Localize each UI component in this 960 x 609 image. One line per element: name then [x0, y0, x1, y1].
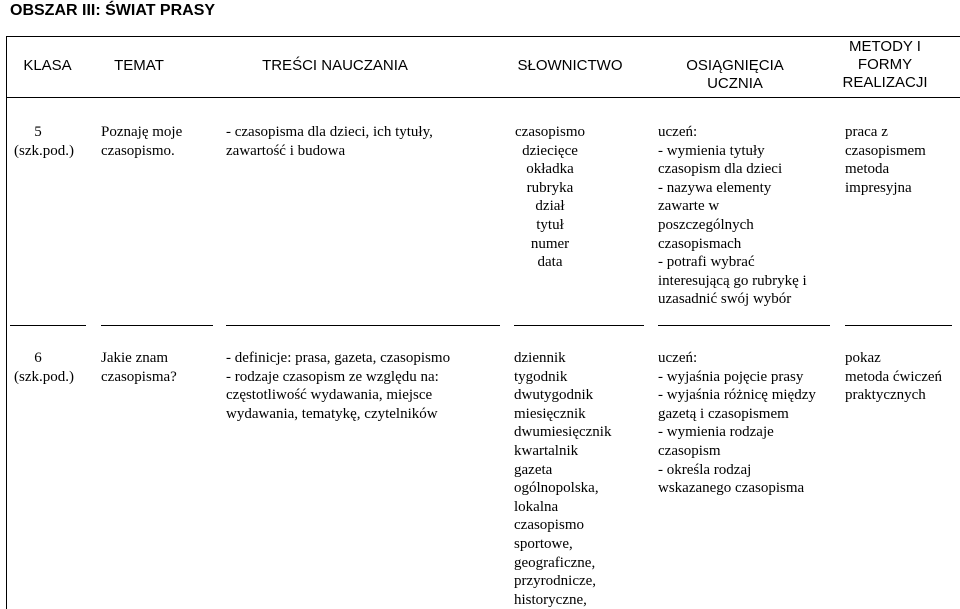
row-separator — [226, 325, 500, 326]
table-top-border — [6, 36, 960, 37]
header-metody — [830, 38, 940, 92]
text-line: częstotliwość wydawania, miejsce — [226, 387, 433, 404]
text-line: ogólnopolska, — [514, 480, 599, 497]
text-line: rubryka — [526, 179, 574, 196]
text-line: uzasadnić swój wybór — [658, 291, 792, 308]
text-line: wydawania, tematykę, czytelników — [226, 405, 438, 422]
row2-metody — [845, 349, 942, 405]
text-line: praktycznych — [845, 387, 926, 404]
text-line: interesującą go rubrykę i — [658, 272, 807, 289]
row1-klasa — [14, 123, 74, 160]
text-line: - rodzaje czasopism ze względu na: — [226, 368, 439, 385]
text-line: sportowe, — [514, 535, 573, 552]
text-line: 5 — [34, 124, 42, 140]
text-line: 6 — [34, 350, 42, 366]
text-line: - czasopisma dla dzieci, ich tytuły, — [226, 124, 433, 140]
header-tresci: TREŚCI NAUCZANIA — [262, 57, 408, 74]
text-line: dział — [535, 198, 565, 215]
text-line: przyrodnicze, — [514, 573, 597, 590]
text-line: zawartość i budowa — [226, 142, 346, 159]
text-line: czasopisma? — [101, 368, 177, 385]
text-line: miesięcznik — [514, 405, 586, 422]
text-line: gazetą i czasopismem — [658, 405, 789, 422]
text-line: czasopism — [658, 442, 721, 459]
text-line: (szk.pod.) — [14, 368, 74, 385]
text-line: historyczne, — [514, 591, 587, 608]
header-osiagniecia — [640, 57, 830, 93]
text-line: data — [537, 254, 563, 271]
text-line: czasopismach — [658, 235, 742, 252]
row-separator — [101, 325, 213, 326]
header-slownictwo: SŁOWNICTWO — [517, 57, 623, 74]
row-separator — [514, 325, 644, 326]
row2-slownictwo — [514, 349, 611, 609]
text-line: czasopismo — [515, 124, 585, 140]
header-osiagniecia-line1: OSIĄGNIĘCIA — [686, 57, 784, 74]
text-line: metoda ćwiczeń — [845, 368, 943, 385]
text-line: dwutygodnik — [514, 387, 594, 404]
text-line: pokaz — [845, 350, 881, 366]
header-temat: TEMAT — [114, 57, 164, 74]
row-separator — [10, 325, 86, 326]
header-metody-line2: FORMY — [857, 56, 913, 73]
text-line: dwumiesięcznik — [514, 424, 612, 441]
table-left-border — [6, 36, 7, 609]
text-line: - wyjaśnia pojęcie prasy — [658, 368, 804, 385]
text-line: Poznaję moje — [101, 124, 183, 140]
row1-tresci — [226, 123, 433, 160]
text-line: uczeń: — [658, 124, 698, 140]
text-line: tygodnik — [514, 368, 568, 385]
text-line: poszczególnych — [658, 216, 754, 233]
row2-klasa — [14, 349, 74, 386]
text-line: gazeta — [514, 461, 553, 478]
text-line: impresyjna — [845, 179, 912, 196]
text-line: tytuł — [536, 216, 564, 233]
text-line: Jakie znam — [101, 350, 169, 366]
text-line: (szk.pod.) — [14, 142, 74, 159]
header-klasa: KLASA — [23, 57, 72, 74]
row1-metody — [845, 123, 926, 197]
row2-temat — [101, 349, 177, 386]
row1-slownictwo — [500, 123, 600, 272]
text-line: lokalna — [514, 498, 559, 515]
text-line: wskazanego czasopisma — [658, 480, 805, 497]
row2-osiagniecia — [658, 349, 816, 498]
text-line: - wymienia tytuły — [658, 142, 765, 159]
section-title: OBSZAR III: ŚWIAT PRASY — [10, 2, 216, 19]
text-line: zawarte w — [658, 198, 720, 215]
text-line: czasopism dla dzieci — [658, 161, 783, 178]
text-line: kwartalnik — [514, 442, 579, 459]
text-line: metoda — [845, 161, 890, 178]
text-line: - wymienia rodzaje — [658, 424, 774, 441]
text-line: numer — [530, 235, 570, 252]
text-line: - definicje: prasa, gazeta, czasopismo — [226, 350, 451, 366]
text-line: geograficzne, — [514, 554, 596, 571]
text-line: czasopismo — [514, 517, 584, 534]
row2-tresci — [226, 349, 450, 423]
header-bottom-border — [6, 97, 960, 98]
row-separator — [658, 325, 830, 326]
text-line: - potrafi wybrać — [658, 254, 755, 271]
text-line: - nazywa elementy — [658, 179, 772, 196]
row1-osiagniecia — [658, 123, 807, 309]
text-line: uczeń: — [658, 350, 698, 366]
text-line: - wyjaśnia różnicę między — [658, 387, 816, 404]
header-metody-line1: METODY I — [849, 38, 921, 55]
text-line: dziennik — [514, 350, 566, 366]
text-line: czasopismem — [845, 142, 926, 159]
row1-temat — [101, 123, 182, 160]
header-osiagniecia-line2: UCZNIA — [707, 75, 763, 92]
text-line: dziecięce — [522, 142, 578, 159]
text-line: czasopismo. — [101, 142, 175, 159]
row-separator — [845, 325, 952, 326]
text-line: praca z — [845, 124, 888, 140]
header-metody-line3: REALIZACJI — [842, 74, 928, 91]
text-line: okładka — [526, 161, 574, 178]
text-line: - określa rodzaj — [658, 461, 752, 478]
